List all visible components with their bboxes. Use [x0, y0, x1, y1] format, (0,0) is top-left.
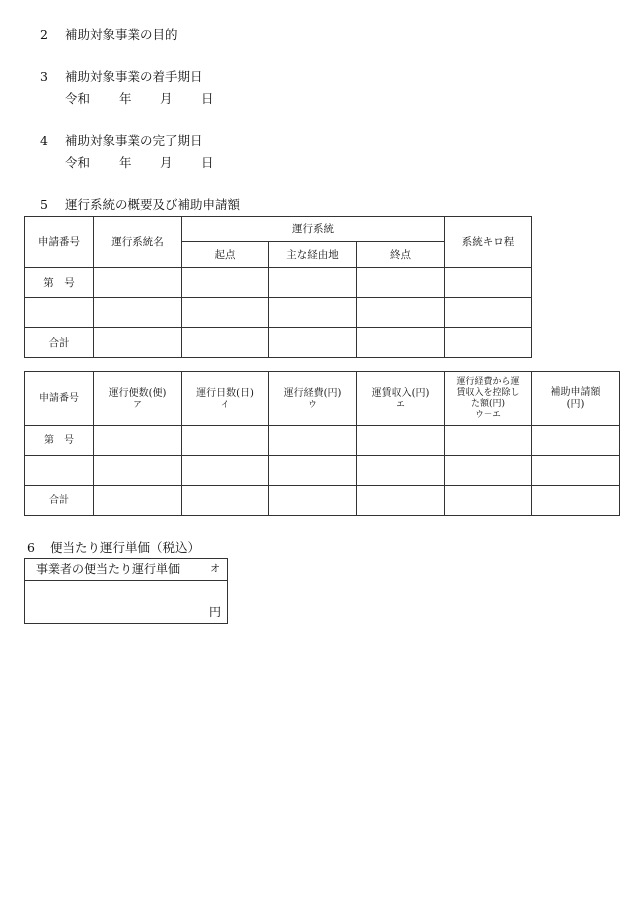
header-net-amount: [445, 372, 532, 426]
table-cell[interactable]: [94, 268, 182, 298]
header-cost-sub: ウ: [308, 399, 317, 410]
header-revenue-label: 運賃収入(円): [371, 387, 430, 399]
table-row: [25, 456, 620, 486]
header-route: 運行系統: [182, 217, 445, 242]
route-overview-table: [24, 216, 532, 358]
section-4-number: 4: [40, 133, 48, 148]
table-cell[interactable]: [182, 268, 269, 298]
day-label: 日: [201, 155, 214, 170]
table-row: [25, 268, 532, 298]
section-3-number: 3: [40, 69, 48, 84]
header-via: 主な経由地: [269, 242, 357, 268]
header-subsidy-line1: 補助申請額: [550, 386, 601, 398]
header-end: 終点: [357, 242, 445, 268]
section-2-number: 2: [40, 27, 48, 42]
section-2-title: 補助対象事業の目的: [65, 27, 178, 42]
table-cell[interactable]: [182, 486, 269, 516]
table-row: [25, 426, 620, 456]
table-cell[interactable]: [182, 328, 269, 358]
section-5-title: 運行系統の概要及び補助申請額: [65, 197, 241, 212]
table-cell[interactable]: [532, 486, 620, 516]
header-net-line3: た額(円): [470, 399, 506, 409]
table-cell[interactable]: [182, 426, 269, 456]
header-app-no: 申請番号: [25, 372, 94, 426]
total-label: 合計: [25, 486, 94, 516]
table-cell[interactable]: [357, 328, 445, 358]
row-label: 第 号: [25, 268, 94, 298]
unit-price-label-sub: オ: [210, 564, 220, 575]
header-app-no: 申請番号: [25, 217, 94, 268]
total-label: 合計: [25, 328, 94, 358]
table-cell[interactable]: [532, 426, 620, 456]
table-cell[interactable]: [532, 456, 620, 486]
era-label: 令和: [65, 155, 91, 170]
table-cell[interactable]: [269, 426, 357, 456]
header-trips-label: 運行便数(便): [108, 387, 167, 399]
table-cell[interactable]: [445, 268, 532, 298]
table-cell[interactable]: [357, 486, 445, 516]
table-cell[interactable]: [445, 456, 532, 486]
section-3-date: [0, 91, 630, 107]
header-trips-sub: ア: [133, 399, 142, 410]
year-label: 年: [119, 91, 132, 106]
header-subsidy: [532, 372, 620, 426]
table-cell[interactable]: [269, 268, 357, 298]
day-label: 日: [201, 91, 214, 106]
table-cell[interactable]: [25, 456, 94, 486]
row-label: 第 号: [25, 426, 94, 456]
yen-unit-label: 円: [208, 605, 221, 619]
header-days-sub: イ: [220, 399, 230, 410]
table-cell[interactable]: [445, 298, 532, 328]
table-cell[interactable]: [445, 328, 532, 358]
table-cell[interactable]: [182, 298, 269, 328]
header-net-line2: 賃収入を控除し: [456, 388, 520, 398]
table-cell[interactable]: [269, 298, 357, 328]
unit-price-header: [25, 559, 227, 581]
table-cell[interactable]: [25, 298, 94, 328]
header-start: 起点: [182, 242, 269, 268]
header-days: [182, 372, 269, 426]
section-6-number: 6: [27, 540, 35, 555]
table-cell[interactable]: [94, 298, 182, 328]
header-route-name: 運行系統名: [94, 217, 182, 268]
table-cell[interactable]: [94, 426, 182, 456]
section-5-number: 5: [40, 197, 48, 212]
header-net-line1: 運行経費から運: [456, 377, 520, 387]
table-row: [25, 328, 532, 358]
unit-price-box: [24, 558, 228, 624]
table-cell[interactable]: [357, 426, 445, 456]
section-3-title: 補助対象事業の着手期日: [65, 69, 203, 84]
table-cell[interactable]: [445, 426, 532, 456]
header-trips: [94, 372, 182, 426]
table-cell[interactable]: [94, 328, 182, 358]
table-cell[interactable]: [269, 328, 357, 358]
header-net-sub: ウ－エ: [475, 410, 501, 420]
table-cell[interactable]: [357, 298, 445, 328]
year-label: 年: [119, 155, 132, 170]
month-label: 月: [160, 155, 173, 170]
unit-price-label: 事業者の便当たり運行単価: [36, 562, 181, 576]
unit-price-value[interactable]: [25, 581, 227, 623]
header-revenue-sub: エ: [396, 399, 405, 410]
table-row: [25, 486, 620, 516]
section-4-date: [0, 155, 630, 171]
table-cell[interactable]: [269, 456, 357, 486]
table-cell[interactable]: [357, 456, 445, 486]
header-days-label: 運行日数(日): [196, 387, 254, 399]
section-4-title: 補助対象事業の完了期日: [65, 133, 203, 148]
subsidy-amount-table: [24, 371, 620, 516]
header-revenue: [357, 372, 445, 426]
table-cell[interactable]: [94, 486, 182, 516]
table-cell[interactable]: [94, 456, 182, 486]
header-subsidy-line2: (円): [566, 398, 585, 410]
table-row: [25, 298, 532, 328]
header-cost-label: 運行経費(円): [283, 387, 342, 399]
table-cell[interactable]: [445, 486, 532, 516]
table-cell[interactable]: [269, 486, 357, 516]
section-6-title: 便当たり運行単価（税込）: [50, 540, 201, 555]
table-cell[interactable]: [182, 456, 269, 486]
month-label: 月: [160, 91, 173, 106]
era-label: 令和: [65, 91, 91, 106]
header-route-km: 系統キロ程: [445, 217, 532, 268]
header-cost: [269, 372, 357, 426]
table-cell[interactable]: [357, 268, 445, 298]
